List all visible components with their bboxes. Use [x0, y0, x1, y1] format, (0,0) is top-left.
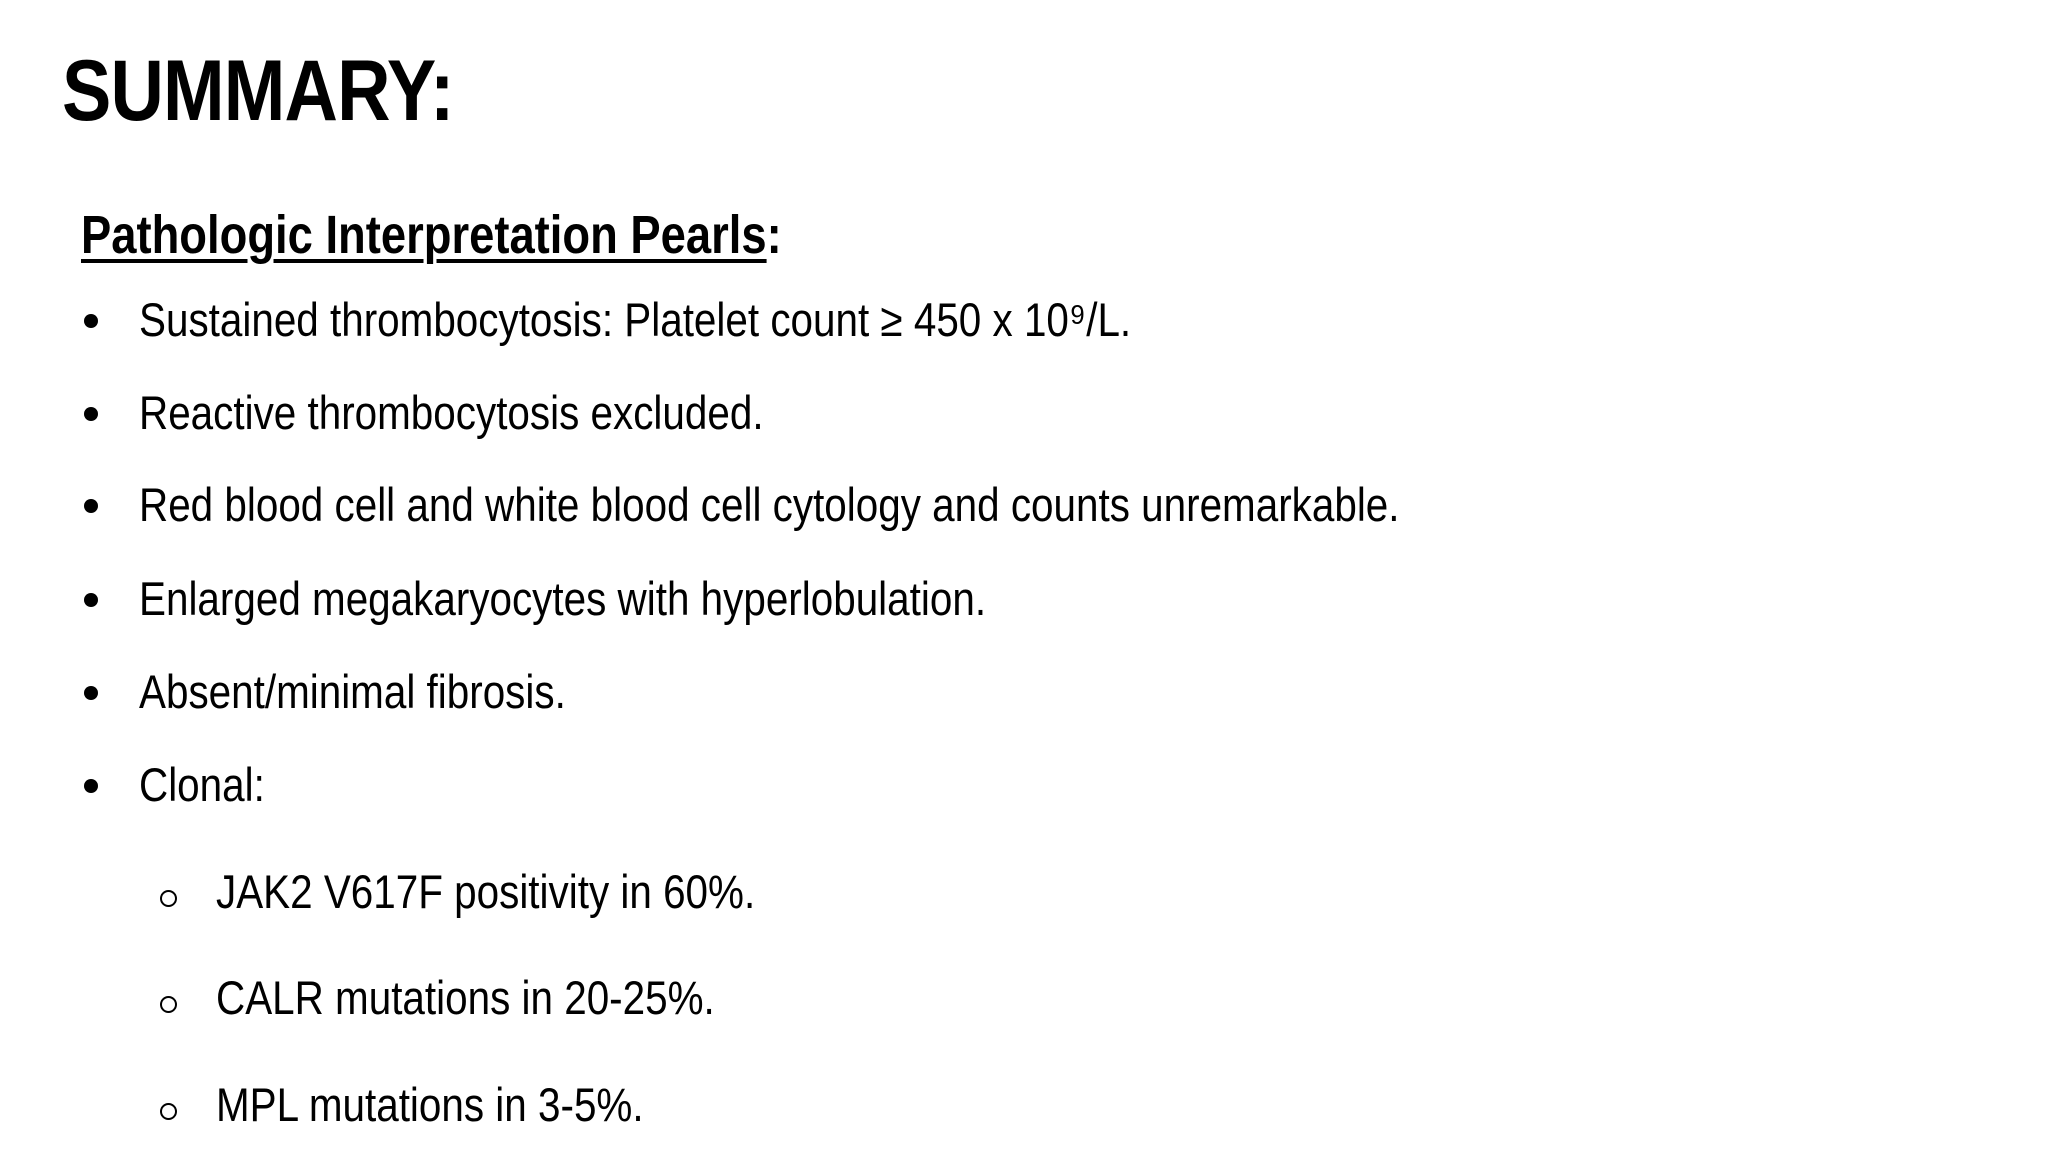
list-item-text: Sustained thrombocytosis: Platelet count ≥ 450 x 10⁹/L. [139, 293, 1132, 346]
hollow-circle-bullet-icon [160, 996, 177, 1013]
list-item-text: Absent/minimal fibrosis. [139, 665, 566, 718]
section-heading-colon: : [766, 205, 782, 265]
hollow-circle-bullet-icon [160, 1103, 177, 1120]
bullet-dot-icon [84, 593, 98, 607]
sub-list-item-text: MPL mutations in 3-5%. [216, 1078, 644, 1131]
section-heading [81, 200, 782, 270]
bullet-dot-icon [84, 686, 98, 700]
bullet-dot-icon [84, 407, 98, 421]
hollow-circle-bullet-icon [160, 890, 177, 907]
list-item-text: Clonal: [139, 758, 265, 811]
bullet-dot-icon [84, 779, 98, 793]
slide-title: SUMMARY: [62, 43, 454, 139]
list-item-text: Enlarged megakaryocytes with hyperlobulation. [139, 572, 987, 625]
bullet-dot-icon [84, 499, 98, 513]
sub-list-item-text: CALR mutations in 20-25%. [216, 971, 715, 1024]
list-item-text: Reactive thrombocytosis excluded. [139, 386, 764, 439]
sub-list-item-text: JAK2 V617F positivity in 60%. [216, 865, 756, 918]
section-heading-text: Pathologic Interpretation Pearls [81, 205, 767, 265]
bullet-dot-icon [84, 314, 98, 328]
list-item-text: Red blood cell and white blood cell cytology and counts unremarkable. [139, 478, 1400, 531]
